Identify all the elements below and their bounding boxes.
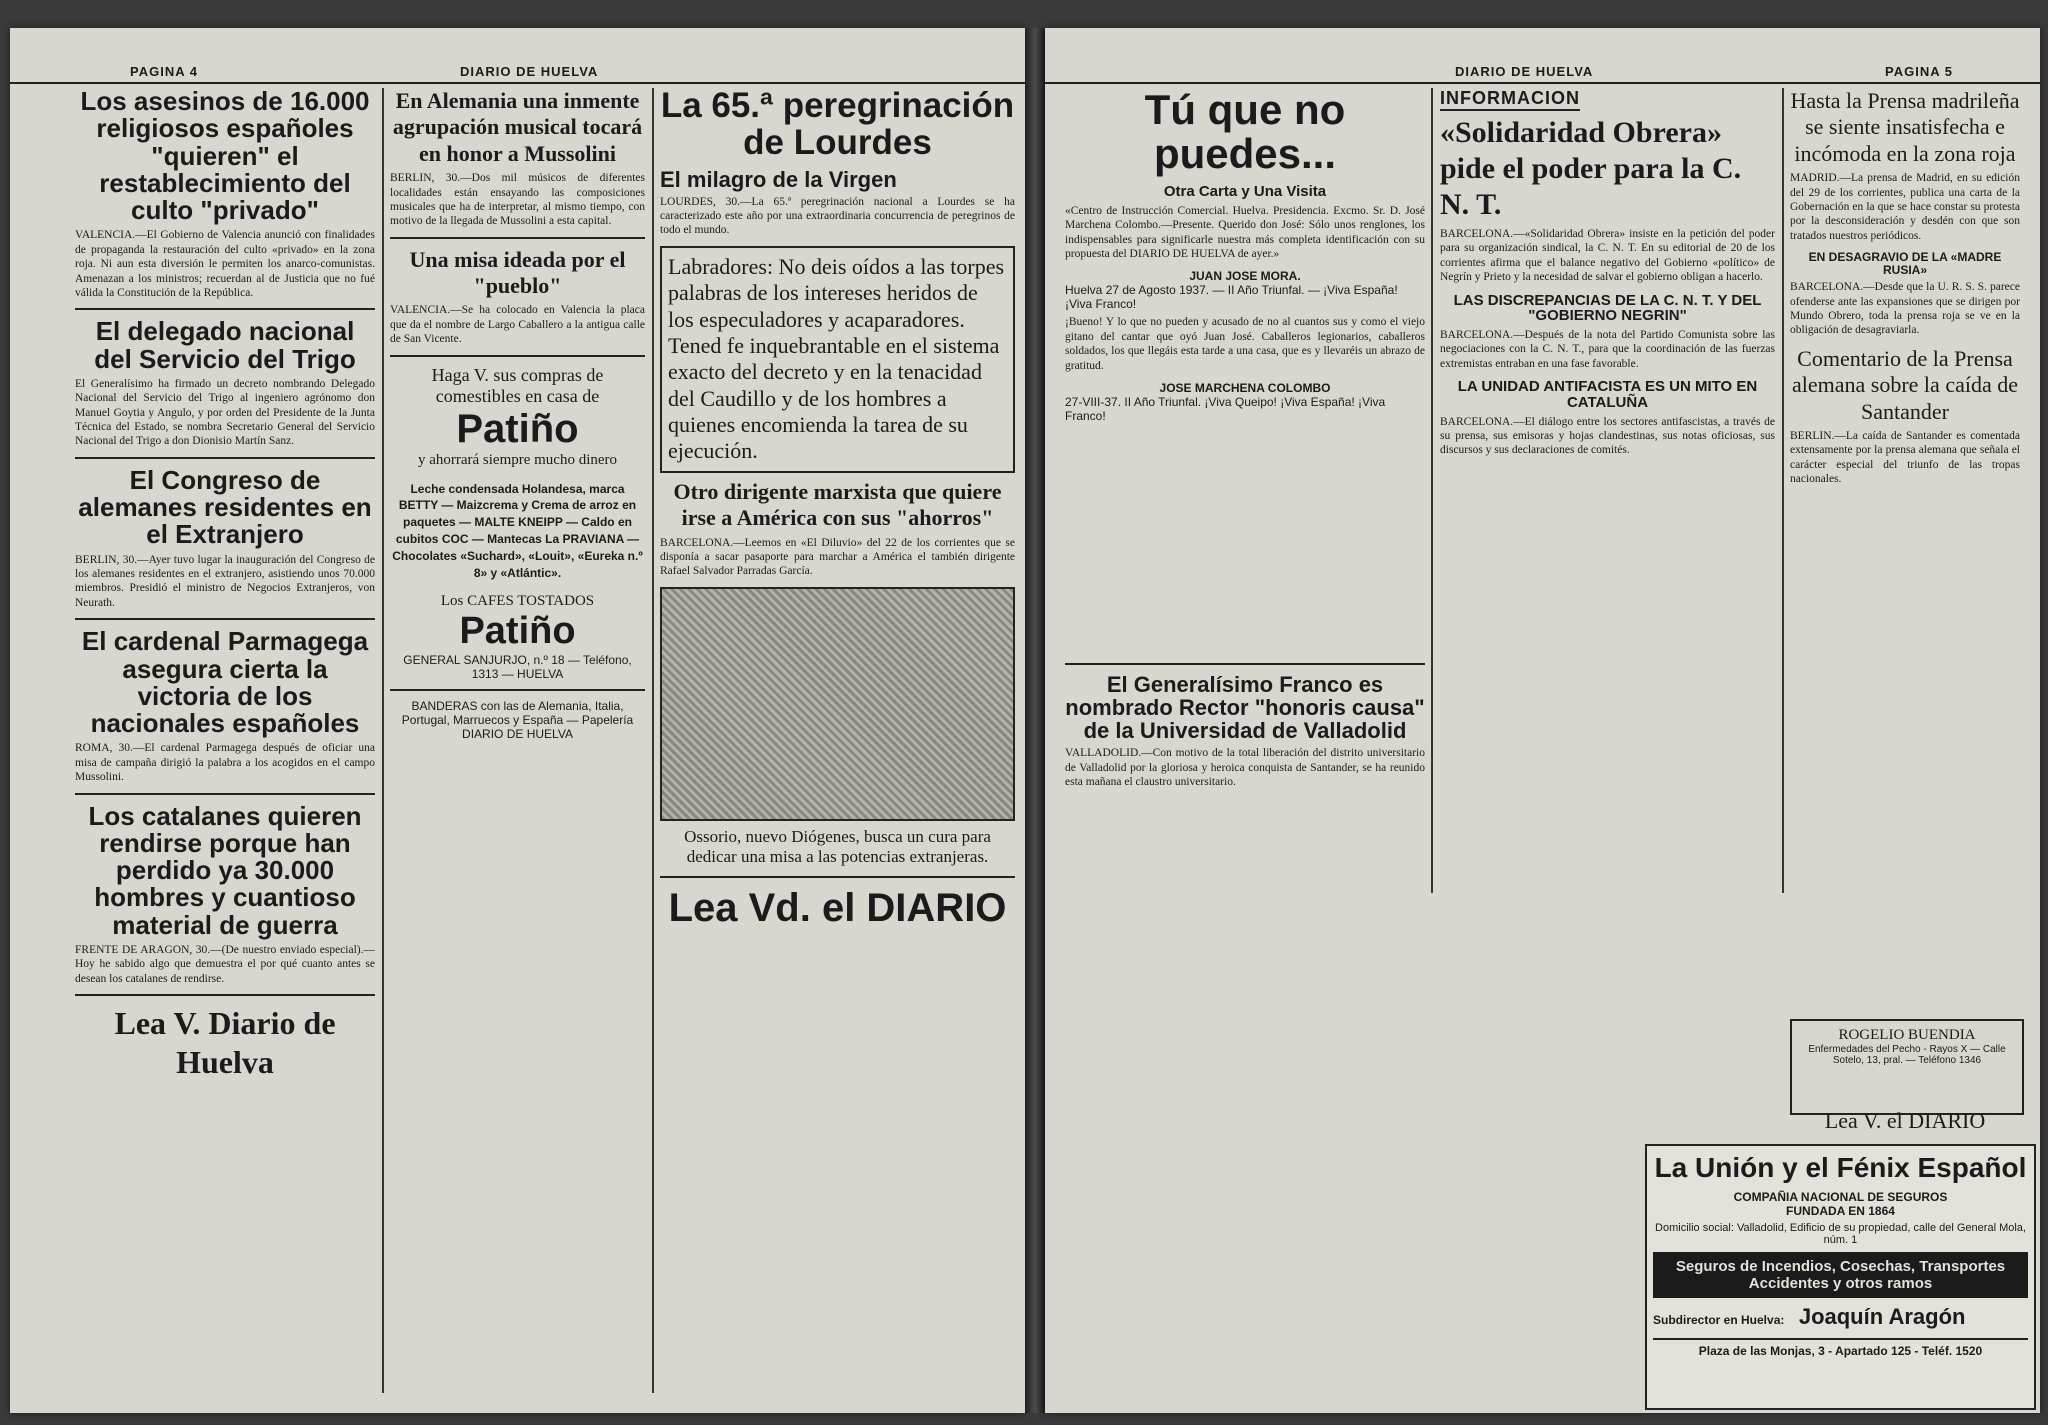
- headline-misa-pueblo: Una misa ideada por el "pueblo": [409, 246, 626, 299]
- right-column-1: [1065, 88, 1425, 1393]
- ad-rogelio-buendia: [1790, 1019, 2024, 1115]
- ad-patino-intro: Haga V. sus compras de comestibles en casa de: [431, 364, 604, 406]
- headline-solidaridad-obrera: «Solidaridad Obrera» pide el poder para la C. N. T.: [1440, 116, 1742, 221]
- ad-union-fenix-l2: FUNDADA EN 1864: [1786, 1204, 1895, 1218]
- signature-juan-jose-mora: JUAN JOSE MORA.: [1189, 269, 1301, 284]
- article-desagravio: BARCELONA.—Desde que la U. R. S. S. parece ofenderse ante las expansiones que se dirigen por Mundo Obrero, toda la prensa roja se ve en la obligación de desagraviarla.: [1790, 281, 2020, 337]
- subhead-otra-carta: Otra Carta y Una Visita: [1163, 183, 1327, 201]
- right-page: [1045, 28, 2040, 1413]
- cartoon-ossorio: [660, 587, 1015, 821]
- article-franco-rector: VALLADOLID.—Con motivo de la total liberación del distrito universitario de Valladolid por la gloriosa y heroica conquista de Santander, se ha reunido esta mañana el claustro universitario.: [1065, 747, 1425, 788]
- right-running-head: [1045, 62, 2040, 84]
- right-column-2: [1440, 88, 1775, 893]
- right-page-number: PAGINA 5: [1885, 64, 1953, 79]
- article-congreso: BERLIN, 30.—Ayer tuvo lugar la inauguración del Congreso de los alemanes residentes en el extranjero, asistiendo unos 70.000 miembros. Presidió el ministro de Negocios Extranjeros, von Neurath.: [75, 553, 375, 609]
- headline-lourdes: La 65.ª peregrinación de Lourdes: [660, 88, 1015, 162]
- headline-comentario-santander: Comentario de la Prensa alemana sobre la caída de Santander: [1792, 345, 2018, 424]
- ad-lea-vd-diario: Lea Vd. el DIARIO: [668, 885, 1007, 930]
- ad-cafes: Los CAFES TOSTADOS: [440, 593, 595, 610]
- right-column-3: [1790, 88, 2020, 893]
- ad-lea-el-diario: Lea V. el DIARIO: [1824, 1108, 1986, 1133]
- ad-lea-diario-huelva: Lea V. Diario de Huelva: [114, 1005, 336, 1080]
- ad-union-fenix-title: La Unión y el Fénix Español: [1654, 1152, 2027, 1183]
- article-misa-pueblo: VALENCIA.—Se ha colocado en Valencia la placa que da el nombre de Largo Caballero a la antigua calle de San Vicente.: [390, 304, 645, 346]
- ad-union-fenix-l1: COMPAÑIA NACIONAL DE SEGUROS: [1733, 1190, 1948, 1204]
- ad-patino-name: Patiño: [456, 406, 579, 451]
- signature-marchena: JOSE MARCHENA COLOMBO: [1159, 380, 1331, 395]
- article-dirigente-marxista: BARCELONA.—Leemos en «El Diluvio» del 22 de los corrientes que se disponía a sacar pasaporte para marchar a América el también dirigente Rafael Salvador Parradas García.: [660, 536, 1015, 578]
- headline-asesinos: Los asesinos de 16.000 religiosos españoles "quieren" el restablecimiento del culto "privado": [80, 88, 370, 226]
- subhead-desagravio: EN DESAGRAVIO DE LA «MADRE RUSIA»: [1808, 250, 2002, 277]
- headline-alemania-musica: En Alemania una inmente agrupación musical tocará en honor a Mussolini: [392, 88, 643, 166]
- ad-cafes-address: GENERAL SANJURJO, n.º 18 — Teléfono, 1313 — HUELVA: [403, 653, 632, 682]
- left-page: [10, 28, 1025, 1413]
- ad-cafes-name: Patiño: [459, 610, 576, 653]
- ad-patino-items: Leche condensada Holandesa, marca BETTY — Maizcrema y Crema de arroz en paquetes — MALTE KNEIPP — Caldo en cubitos COC — Mantecas La PRAVIANA — Chocolates «Suchard», «Louit», «Eureka n.º 8» y «Atlántic».: [392, 481, 643, 580]
- letter-centro-instruccion: «Centro de Instrucción Comercial. Huelva. Presidencia. Excmo. Sr. D. José Marchena Colombo.—Presente. Querido don José: Sólo unos renglones, los indispensables para significarle nuestra más completa identificación con su propuesta del DIARIO DE HUELVA de ayer.»: [1065, 204, 1425, 261]
- headline-milagro: El milagro de la Virgen: [660, 166, 897, 192]
- labradores-text: Labradores: No deis oídos a las torpes palabras de los intereses heridos de los especuladores y acaparadores. Tened fe inquebrantable en el sistema exacto del decreto y en la tenacidad del Caudillo y de los hombres a quienes encomienda la tarea de su ejecución.: [668, 253, 1005, 464]
- headline-franco-rector: El Generalísimo Franco es nombrado Rector "honoris causa" de la Universidad de Valladolid: [1065, 671, 1425, 744]
- article-alemania-musica: BERLIN, 30.—Dos mil músicos de diferentes localidades están ensayando las composiciones musicales que ha de interpretar, al mismo tiempo, con motivo de la llegada de Mussolini a esta capital.: [390, 172, 645, 228]
- ad-banderas: BANDERAS con las de Alemania, Italia, Portugal, Marruecos y España — Papelería DIARIO DE HUELVA: [401, 699, 634, 742]
- left-column-1: [75, 88, 375, 1393]
- headline-catalanes: Los catalanes quieren rendirse porque han perdido ya 30.000 hombres y cuantioso material de guerra: [88, 800, 362, 940]
- article-solidaridad-obrera: BARCELONA.—«Solidaridad Obrera» insiste en la petición del poder para su organización sindical, la C. N. T. En su editorial de 20 de los corrientes afirma que el balance negativo del Gobierno «político» de Negrín y Prieto y la necesidad de salvar el gobierno obligan a hacerlo.: [1440, 228, 1775, 284]
- article-prensa-madrilena: MADRID.—La prensa de Madrid, en su edición del 29 de los corrientes, publica una carta de la Gobernación en la que se hace constar su protesta por la desconsideración y desdén con que son tratados nuestros periódicos.: [1790, 172, 2020, 242]
- kicker-informacion: INFORMACION: [1440, 88, 1580, 111]
- left-column-2: [390, 88, 645, 1393]
- subhead-discrepancias: LAS DISCREPANCIAS DE LA C. N. T. Y DEL "GOBIERNO NEGRIN": [1453, 291, 1762, 325]
- left-masthead: DIARIO DE HUELVA: [460, 64, 599, 79]
- ad-union-fenix-sub: Subdirector en Huelva: Joaquín Aragón: [1653, 1304, 1966, 1329]
- left-running-head: [10, 62, 1025, 84]
- article-asesinos: VALENCIA.—El Gobierno de Valencia anunció con finalidades de propaganda la restauración del culto «privado» en la zona roja. Ni aun esta diversión le permiten los anarco-comunistas. Amenazan a los ministros; recuerdan al de Justicia que no fué válida la Constitución de la República.: [75, 229, 375, 299]
- cartoon-caption: Ossorio, nuevo Diógenes, busca un cura para dedicar una misa a las potencias extranjeras.: [684, 826, 991, 867]
- headline-cardenal: El cardenal Parmagega asegura cierta la victoria de los nacionales españoles: [81, 626, 369, 739]
- article-comentario-santander: BERLIN.—La caída de Santander es comentada extensamente por la prensa alemana que señala el carácter especial del triunfo de las tropas nacionales.: [1790, 429, 2020, 486]
- right-masthead: DIARIO DE HUELVA: [1455, 64, 1594, 79]
- labradores-box: [660, 246, 1015, 473]
- article-lourdes: LOURDES, 30.—La 65.ª peregrinación nacional a Lourdes se ha caracterizado este año por una extraordinaria concurrencia de peregrinos de todo el mundo.: [660, 195, 1015, 237]
- ad-rogelio-sub: Enfermedades del Pecho - Rayos X — Calle Sotelo, 13, pral. — Teléfono 1346: [1808, 1044, 2006, 1066]
- article-discrepancias: BARCELONA.—Después de la nota del Partido Comunista sobre las negociaciones con la C. N. T., para que la coordinación de las fuerzas extremistas entraban en una fase favorable.: [1440, 329, 1775, 370]
- date-letter-2: 27-VIII-37. II Año Triunfal. ¡Viva Queipo! ¡Viva España! ¡Viva Franco!: [1065, 394, 1386, 423]
- page-gutter: [1025, 28, 1045, 1413]
- headline-dirigente-marxista: Otro dirigente marxista que quiere irse a América con sus "ahorros": [673, 478, 1002, 531]
- ad-union-fenix: [1645, 1144, 2036, 1410]
- headline-delegado: El delegado nacional del Servicio del Trigo: [94, 316, 356, 374]
- ad-rogelio-title: ROGELIO BUENDIA: [1838, 1027, 1976, 1043]
- headline-tu-que-no-puedes: Tú que no puedes...: [1144, 88, 1346, 178]
- headline-prensa-madrilena: Hasta la Prensa madrileña se siente insatisfecha e incómoda en la zona roja: [1790, 88, 2020, 166]
- article-catalanes: FRENTE DE ARAGON, 30.—(De nuestro enviado especial).— Hoy he sabido algo que demuestra el por qué cuanto antes se desean los catalanes de rendirse.: [75, 944, 375, 985]
- left-page-number: PAGINA 4: [130, 64, 198, 79]
- left-column-3: [660, 88, 1015, 1393]
- headline-congreso: El Congreso de alemanes residentes en el Extranjero: [78, 464, 372, 550]
- article-delegado: El Generalísimo ha firmado un decreto nombrando Delegado Nacional del Servicio del Trigo al ingeniero agrónomo don Manuel Goytia y Angulo, y por orden del Presidente de la Junta Técnica del Estado, se nombra Secretario General del Servicio Nacional del Trigo a don Dionisio Martín Sanz.: [75, 377, 375, 448]
- ad-union-fenix-l3: Domicilio social: Valladolid, Edificio de su propiedad, calle del General Mola, núm. 1: [1655, 1222, 2026, 1246]
- date-letter-1: Huelva 27 de Agosto 1937. — II Año Triunfal. — ¡Viva España! ¡Viva Franco!: [1065, 283, 1398, 312]
- ad-union-fenix-l6: Plaza de las Monjas, 3 - Apartado 125 - Teléf. 1520: [1653, 1338, 2028, 1358]
- article-cardenal: ROMA, 30.—El cardenal Parmagega después de oficiar una misa de campaña dirigió la palabra a los acogidos en el campo Mussolini.: [75, 742, 375, 784]
- ad-patino-sub: y ahorrará siempre mucho dinero: [417, 451, 618, 468]
- letter-reply: ¡Bueno! Y lo que no pueden y acusado de no al cuantos sus y como el viejo gitano del cantar que oyó Juan José. Caballeros legionarios, caballeros soldados, los que llegáis esta tarde a una casa, que es y llevaréis un abrazo de gratitud.: [1065, 316, 1425, 372]
- ad-union-fenix-l4: Seguros de Incendios, Cosechas, Transportes Accidentes y otros ramos: [1653, 1252, 2028, 1298]
- subhead-unidad-antifacista: LA UNIDAD ANTIFACISTA ES UN MITO EN CATALUÑA: [1457, 378, 1758, 411]
- article-unidad-antifacista: BARCELONA.—El diálogo entre los sectores antifascistas, a través de su prensa, sus emisoras y hojas clandestinas, sus notas oficiosas, sus discursos y sus declaraciones de comités.: [1440, 415, 1775, 457]
